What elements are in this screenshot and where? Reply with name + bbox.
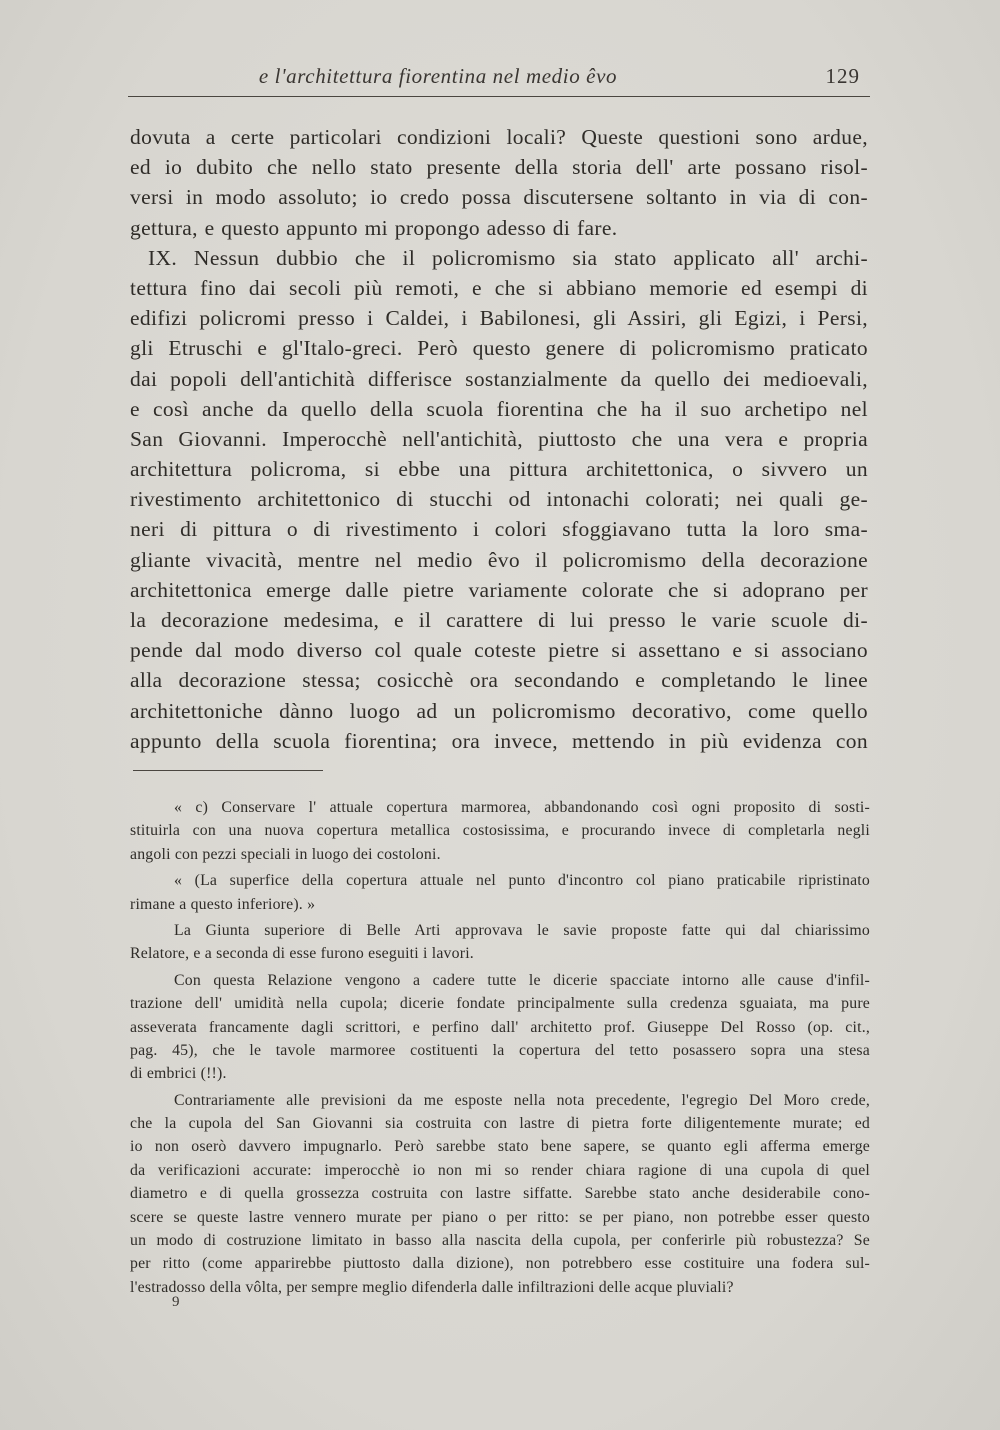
signature-mark: 9 <box>172 1294 180 1310</box>
main-text-line: San Giovanni. Imperocchè nell'antichità, piuttosto che una vera e propria <box>130 426 868 451</box>
main-text-line: edifizi policromi presso i Caldei, i Babilonesi, gli Assiri, gli Egizi, i Persi, <box>130 306 868 331</box>
main-text-line: neri di pittura o di rivestimento i colori sfoggiavano tutta la loro sma- <box>130 517 868 542</box>
main-text-line: pende dal modo diverso col quale coteste pietre si assettano e si associano <box>130 638 868 663</box>
footnote-line: stituirla con una nuova copertura metallica costosissima, e procurando invece di completarla negli <box>130 822 870 840</box>
main-text-line: alla decorazione stessa; cosicchè ora secondando e completando le linee <box>130 668 868 693</box>
footnote-line: di embrici (!!). <box>130 1065 227 1083</box>
main-text-line: dai popoli dell'antichità differisce sostanzialmente da quello dei medioevali, <box>130 366 868 391</box>
header-rule <box>128 96 870 97</box>
main-text-line: architettura policroma, si ebbe una pittura architettonica, o sivvero un <box>130 457 868 482</box>
footnote-line: pag. 45), che le tavole marmoree costituenti la copertura del tetto posassero sopra una stesa <box>130 1041 870 1059</box>
main-text-line: la decorazione medesima, e il carattere di lui presso le varie scuole di- <box>130 608 868 632</box>
footnote-line: trazione dell' umidità nella cupola; dicerie fondate principalmente sulla credenza sguaiata, ma pure <box>130 995 870 1013</box>
footnote-line: « c) Conservare l' attuale copertura marmorea, abbandonando così ogni proposito di sosti- <box>174 799 870 816</box>
main-text-line: ed io dubito che nello stato presente della storia dell' arte possano risol- <box>130 155 868 180</box>
running-header <box>128 62 868 92</box>
main-text-line: architettoniche dànno luogo ad un policromismo decorativo, come quello <box>130 698 868 723</box>
footnote-line: Contrariamente alle previsioni da me esposte nella nota precedente, l'egregio Del Moro crede, <box>174 1091 870 1109</box>
footnote-line: asseverata francamente dagli scrittori, e perfino dall' architetto prof. Giuseppe Del Rosso (op. cit., <box>130 1018 870 1036</box>
footnote-line: rimane a questo inferiore). » <box>130 895 316 913</box>
main-text-line: gettura, e questo appunto mi propongo adesso di fare. <box>130 215 618 240</box>
main-text-line: IX. Nessun dubbio che il policromismo sia stato applicato all' archi- <box>148 245 868 270</box>
footnote-line: per ritto (come apparirebbe piuttosto dalla dizione), non potrebbero esse costituire una fodera sul- <box>130 1255 870 1273</box>
main-text-line: architettonica emerge dalle pietre variamente colorate che si adoprano per <box>130 577 868 602</box>
main-text-line: appunto della scuola fiorentina; ora invece, mettendo in più evidenza con <box>130 728 868 753</box>
footnote-line: l'estradosso della vôlta, per sempre meglio difenderla dalle infiltrazioni delle acque pluviali? <box>130 1278 734 1296</box>
main-text-line: versi in modo assoluto; io credo possa discutersene soltanto in via di con- <box>130 185 868 210</box>
main-text-line: gliante vivacità, mentre nel medio êvo il policromismo della decorazione <box>130 547 868 572</box>
footnote-line: Con questa Relazione vengono a cadere tutte le dicerie spacciate intorno alle cause d'infil- <box>174 971 870 989</box>
footnote-line: La Giunta superiore di Belle Arti approvava le savie proposte fatte qui dal chiarissimo <box>174 921 870 939</box>
main-text-line: dovuta a certe particolari condizioni locali? Queste questioni sono ardue, <box>130 125 868 149</box>
footnote-line: « (La superfice della copertura attuale nel punto d'incontro col piano praticabile ripristinato <box>174 872 870 890</box>
main-text-block <box>130 122 868 756</box>
footnote-line: io non oserò davvero impugnarlo. Però sarebbe stato bene sapere, se quanto egli afferma emerge <box>130 1138 870 1156</box>
footnote-line: diametro e di quella grossezza costruita con lastre siffatte. Sarebbe stato anche desiderabile cono- <box>130 1185 870 1203</box>
footnote-line: da verificazioni accurate: imperocchè io non mi so render chiara ragione di una cupola di quel <box>130 1161 870 1179</box>
footnote-line: un modo di costruzione limitato in basso alla nascita della cupola, per conferirle più robustezza? Se <box>130 1232 870 1250</box>
footnote-block <box>130 796 870 1299</box>
footnote-line: scere se queste lastre vennero murate per piano o per ritto: se per piano, non potrebbe esser questo <box>130 1208 870 1226</box>
running-title: e l'architettura fiorentina nel medio êvo <box>258 64 618 88</box>
footnote-line: che la cupola del San Giovanni sia costruita con lastre di pietra forte diligentemente murate; ed <box>130 1115 870 1133</box>
main-text-line: tettura fino dai secoli più remoti, e che si abbiano memorie ed esempi di <box>130 275 868 300</box>
main-text-line: e così anche da quello della scuola fiorentina che ha il suo archetipo nel <box>130 396 868 421</box>
footnote-line: Relatore, e a seconda di esse furono eseguiti i lavori. <box>130 945 474 963</box>
footnote-line: angoli con pezzi speciali in luogo dei costoloni. <box>130 845 441 863</box>
page-number: 129 <box>825 64 860 88</box>
main-text-line: rivestimento architettonico di stucchi od intonachi colorati; nei quali ge- <box>130 487 868 512</box>
footnote-rule <box>133 770 323 771</box>
main-text-line: gli Etruschi e gl'Italo-greci. Però questo genere di policromismo praticato <box>130 336 868 361</box>
